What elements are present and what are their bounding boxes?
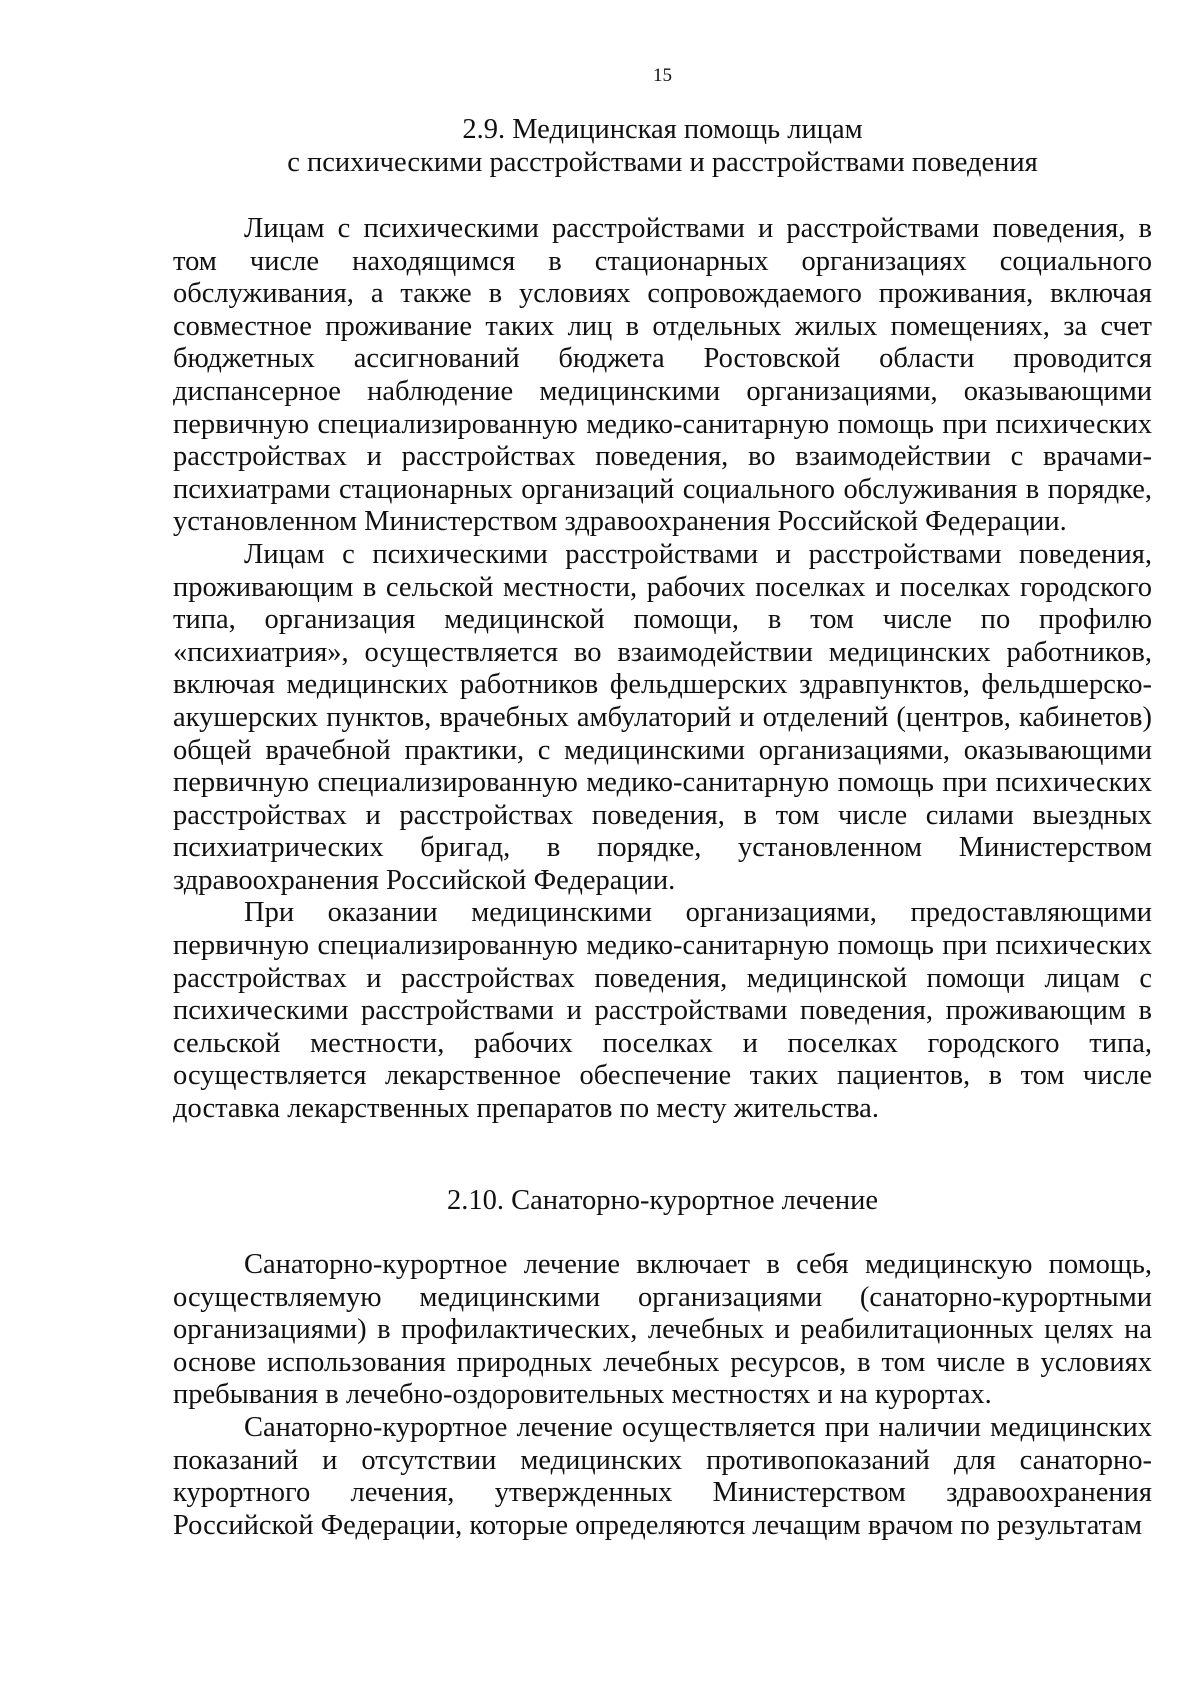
paragraph: Лицам с психическими расстройствами и расстройствами поведения, проживающим в сельской местности, рабочих поселках и поселках городского типа, организация медицинской помощи, в том числе по профилю «психиатрия», осуществляется во взаимодействии медицинских работников, включая медицинских работников фельдшерских здравпунктов, фельдшерско-акушерских пунктов, врачебных амбулаторий и отделений (центров, кабинетов) общей врачебной практики, с медицинскими организациями, оказывающими первичную специализированную медико-санитарную помощь при психических расстройствах и расстройствах поведения, в том числе силами выездных психиатрических бригад, в порядке, установленном Министерством здравоохранения Российской Федерации. [173, 538, 1152, 896]
section-2-10-body [173, 1249, 1152, 1542]
paragraph: Санаторно-курортное лечение осуществляется при наличии медицинских показаний и отсутствии медицинских противопоказаний для санаторно-курортного лечения, утвержденных Министерством здравоохранения Российской Федерации, которые определяются лечащим врачом по результатам [173, 1411, 1152, 1541]
page-number: 15 [653, 65, 672, 86]
paragraph: При оказании медицинскими организациями, предоставляющими первичную специализированную медико-санитарную помощь при психических расстройствах и расстройствах поведения, медицинской помощи лицам с психическими расстройствами и расстройствами поведения, проживающим в сельской местности, рабочих поселках и поселках городского типа, осуществляется лекарственное обеспечение таких пациентов, в том числе доставка лекарственных препаратов по месту жительства. [173, 897, 1152, 1125]
section-2-9-title-line2: с психическими расстройствами и расстройствами поведения [287, 147, 1038, 178]
paragraph: Лицам с психическими расстройствами и расстройствами поведения, в том числе находящимся в стационарных организациях социального обслуживания, а также в условиях сопровождаемого проживания, включая совместное проживание таких лиц в отдельных жилых помещениях, за счет бюджетных ассигнований бюджета Ростовской области проводится диспансерное наблюдение медицинскими организациями, оказывающими первичную специализированную медико-санитарную помощь при психических расстройствах и расстройствах поведения, во взаимодействии с врачами-психиатрами стационарных организаций социального обслуживания в порядке, установленном Министерством здравоохранения Российской Федерации. [173, 213, 1152, 538]
paragraph: Санаторно-курортное лечение включает в себя медицинскую помощь, осуществляемую медицинскими организациями (санаторно-курортными организациями) в профилактических, лечебных и реабилитационных целях на основе использования природных лечебных ресурсов, в том числе в условиях пребывания в лечебно-оздоровительных местностях и на курортах. [173, 1249, 1152, 1411]
section-2-9-title [173, 113, 1152, 179]
section-2-9-body [173, 213, 1152, 1126]
section-2-10-title: 2.10. Санаторно-курортное лечение [447, 1185, 878, 1216]
section-2-9-title-line1: 2.9. Медицинская помощь лицам [462, 114, 863, 145]
